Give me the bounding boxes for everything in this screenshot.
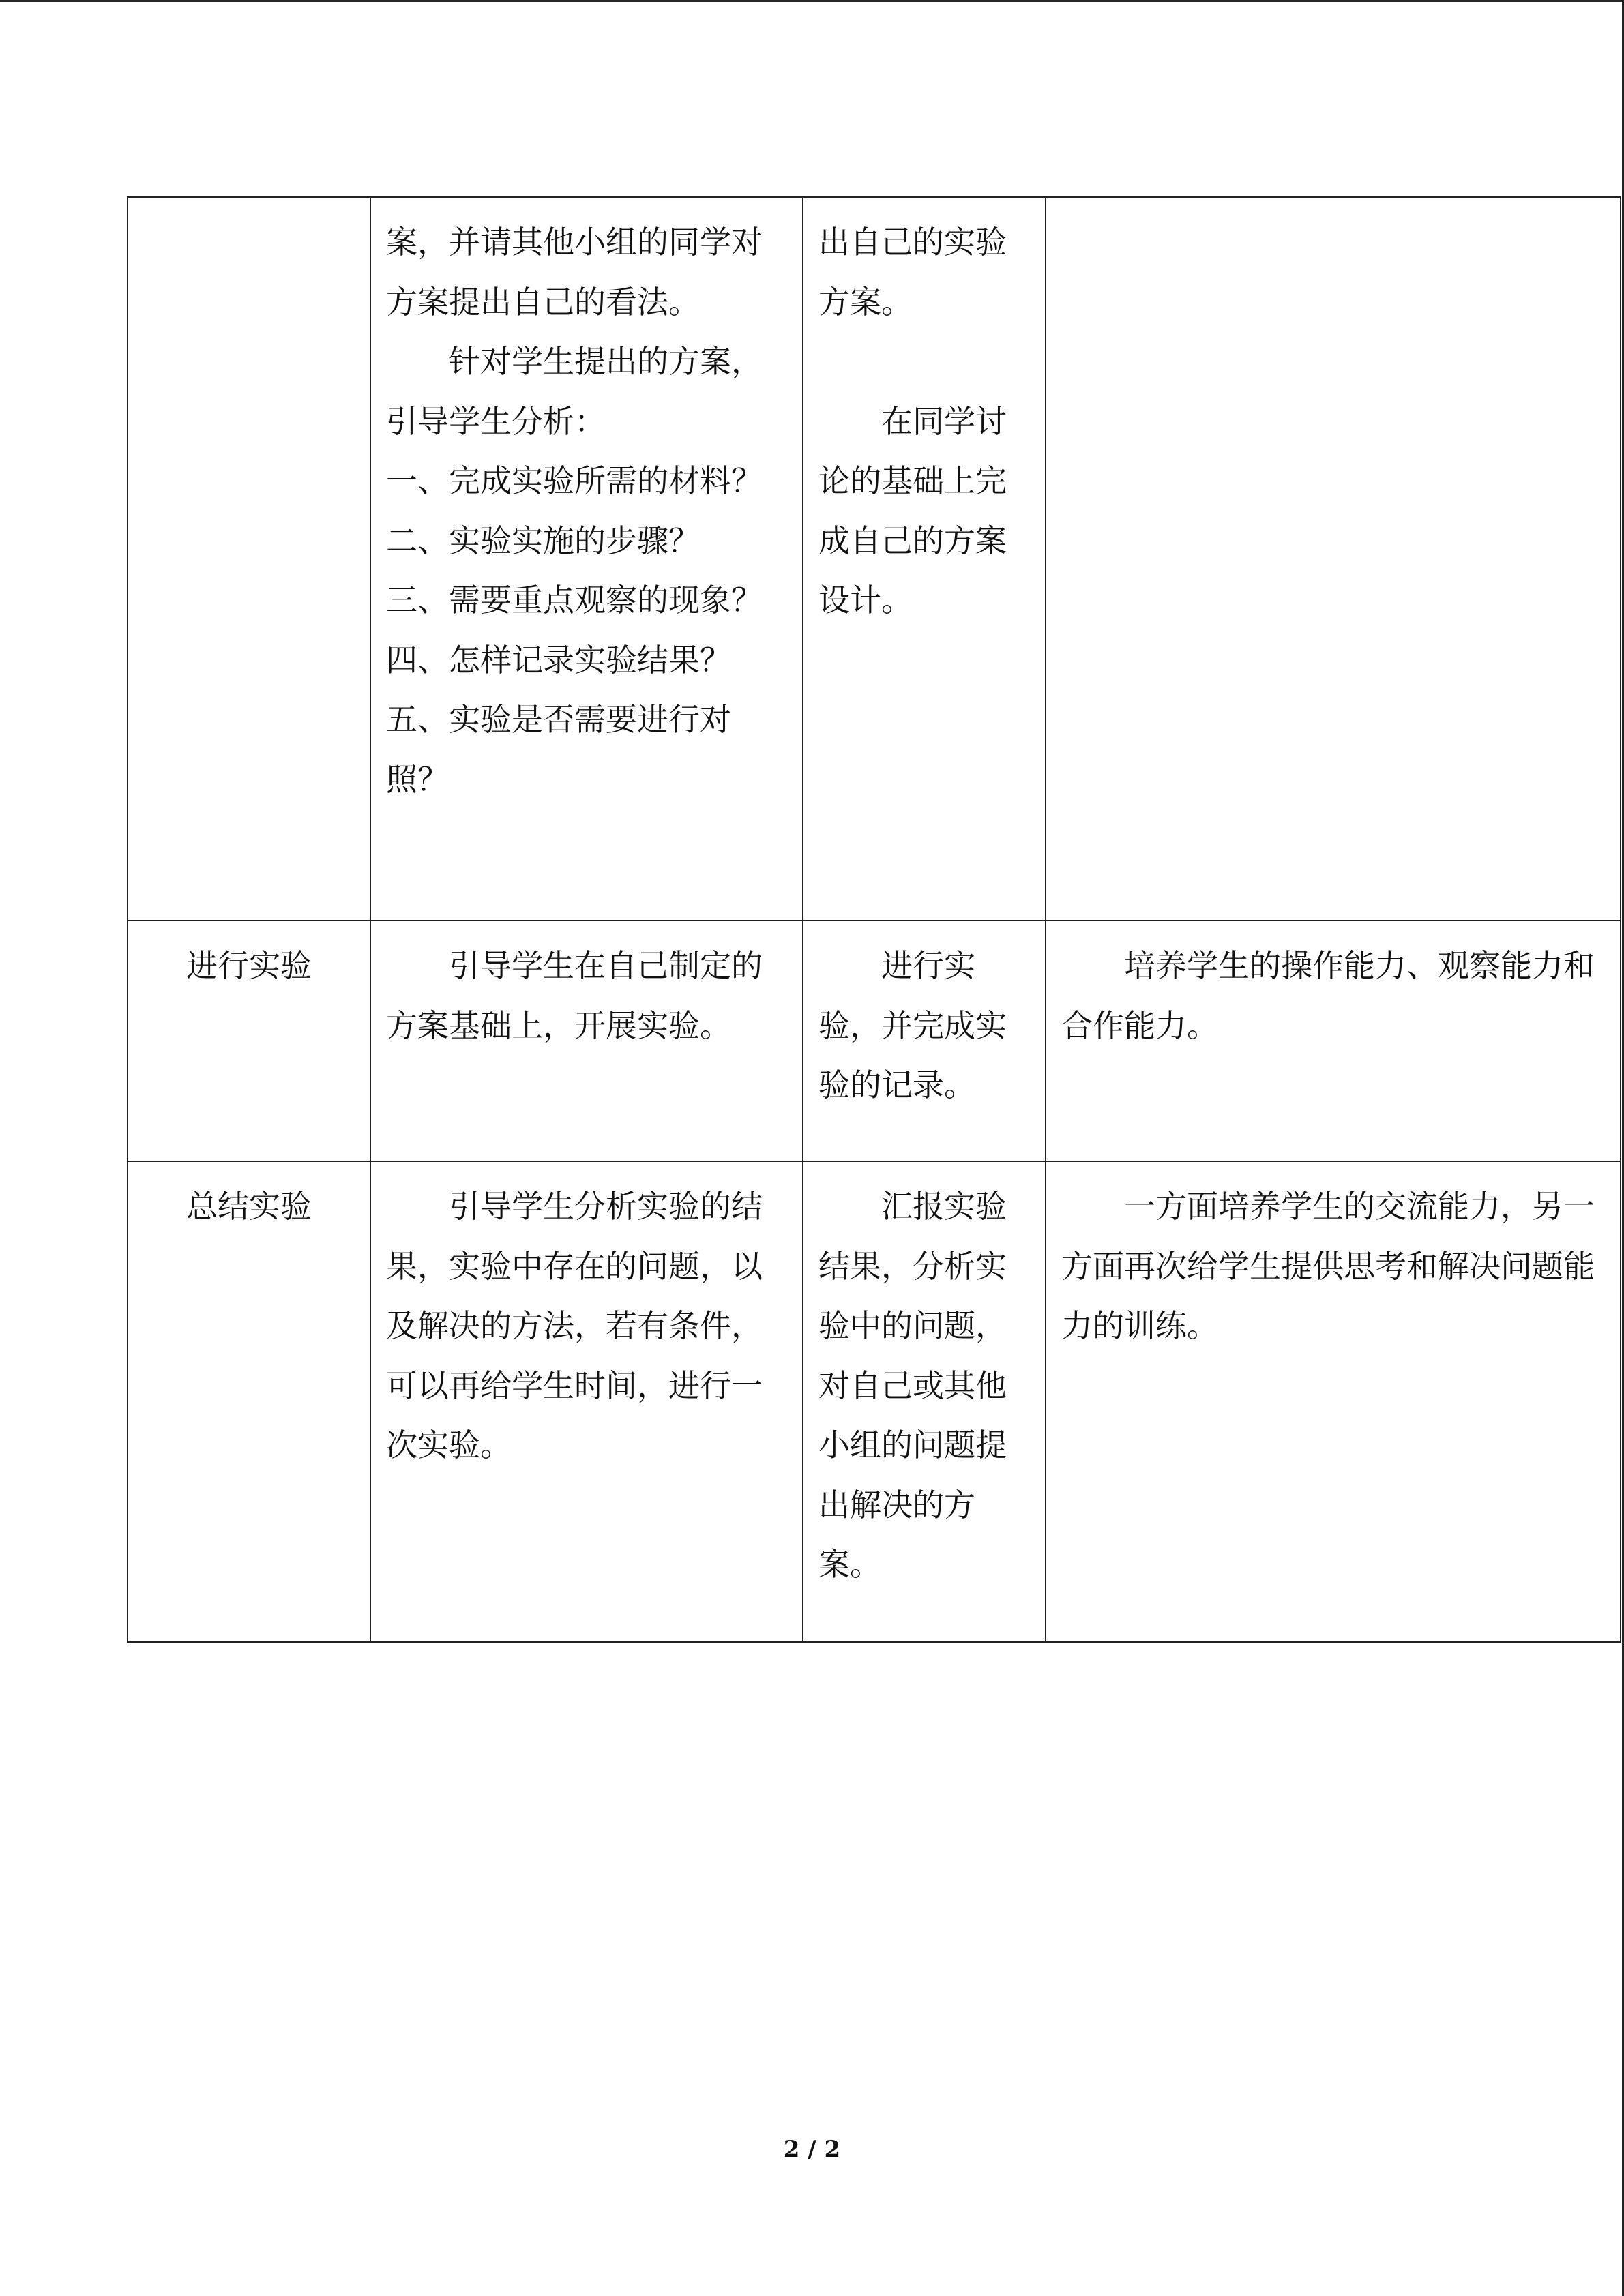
stage-cell [128,197,370,921]
table-row [128,1161,1621,1642]
design-intent-cell [1046,1161,1621,1642]
student-activity-cell [803,197,1046,921]
student-activity-cell [803,921,1046,1161]
design-intent-cell [1046,921,1621,1161]
teacher-paragraph: 针对学生提出的方案，引导学生分析： [386,343,763,440]
teacher-paragraph: 引导学生在自己制定的方案基础上，开展实验。 [386,947,763,1044]
design-intent-cell [1046,197,1621,921]
teacher-paragraph: 三、需要重点观察的现象？ [386,582,763,618]
teacher-paragraph: 一、完成实验所需的材料？ [386,462,763,499]
teacher-paragraph: 五、实验是否需要进行对照？ [386,701,731,798]
teacher-activity-cell [370,921,803,1161]
teacher-paragraph: 引导学生分析实验的结果，实验中存在的问题，以及解决的方法，若有条件，可以再给学生时间，进行一次实验。 [386,1188,763,1463]
lesson-plan-table [127,196,1621,1643]
teacher-paragraph: 案，并请其他小组的同学对方案提出自己的看法。 [386,224,763,320]
student-paragraph: 出自己的实验方案。 [818,224,1007,320]
student-activity-cell [803,1161,1046,1642]
teacher-paragraph: 二、实验实施的步骤？ [386,522,700,559]
student-paragraph: 汇报实验结果，分析实验中的问题，对自己或其他小组的问题提出解决的方案。 [818,1188,1007,1583]
teacher-activity-cell [370,1161,803,1642]
student-paragraph: 在同学讨论的基础上完成自己的方案设计。 [818,402,1007,618]
stage-cell: 总结实验 [128,1161,370,1642]
table-row [128,197,1621,921]
paragraph-gap [818,332,1030,392]
teacher-activity-cell [370,197,803,921]
page-top-border [0,0,1624,2]
stage-cell: 进行实验 [128,921,370,1161]
intent-paragraph: 一方面培养学生的交流能力，另一方面再次给学生提供思考和解决问题能力的训练。 [1061,1188,1595,1344]
intent-paragraph: 培养学生的操作能力、观察能力和合作能力。 [1061,947,1595,1044]
table-row [128,921,1621,1161]
page-number: 2 / 2 [783,2136,841,2163]
student-paragraph: 进行实验，并完成实验的记录。 [818,947,1007,1103]
teacher-paragraph: 四、怎样记录实验结果？ [386,641,731,679]
